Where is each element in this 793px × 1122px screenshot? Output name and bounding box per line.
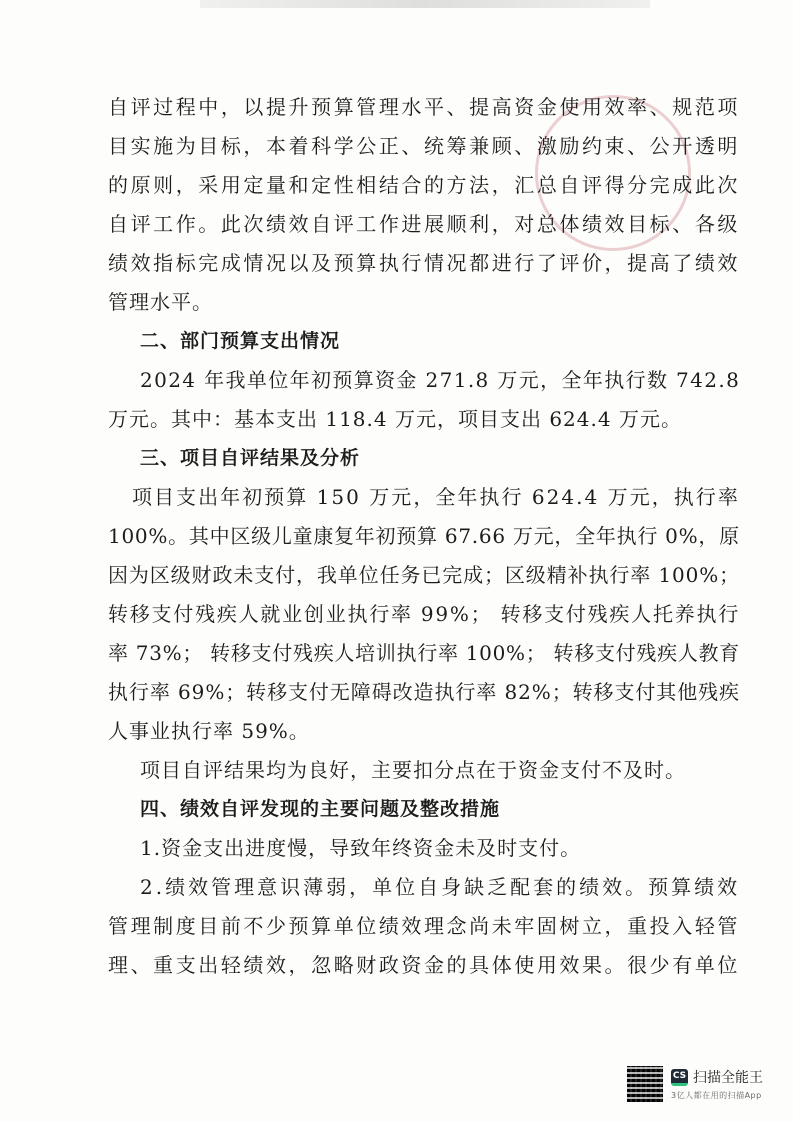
paragraph-line: 100%。其中区级儿童康复年初预算 67.66 万元，全年执行 0%，原 xyxy=(108,524,740,548)
paragraph-line: 2024 年我单位年初预算资金 271.8 万元，全年执行数 742.8 xyxy=(140,368,741,392)
section-heading-2: 二、部门预算支出情况 xyxy=(140,330,341,352)
paragraph-line: 管理制度目前不少预算单位绩效理念尚未牢固树立，重投入轻管 xyxy=(108,914,740,938)
paragraph-line: 项目自评结果均为良好，主要扣分点在于资金支付不及时。 xyxy=(140,758,686,782)
qr-code-icon xyxy=(627,1066,663,1102)
paragraph-line: 自评工作。此次绩效自评工作进展顺利，对总体绩效目标、各级 xyxy=(108,212,740,236)
paragraph-line: 管理水平。 xyxy=(108,290,213,314)
camscanner-logo-icon: CS xyxy=(671,1069,688,1086)
list-item: 2.绩效管理意识薄弱，单位自身缺乏配套的绩效。预算绩效 xyxy=(140,875,741,899)
paragraph-line: 人事业执行率 59%。 xyxy=(108,719,310,743)
paragraph-line: 目实施为目标，本着科学公正、统筹兼顾、激励约束、公开透明 xyxy=(108,134,740,158)
paragraph-line: 自评过程中，以提升预算管理水平、提高资金使用效率、规范项 xyxy=(108,95,740,119)
scan-edge-mark xyxy=(200,0,650,8)
paragraph-line: 理、重支出轻绩效，忽略财政资金的具体使用效果。很少有单位 xyxy=(108,953,740,977)
paragraph-line: 的原则，采用定量和定性相结合的方法，汇总自评得分完成此次 xyxy=(108,173,740,197)
paragraph-line: 执行率 69%；转移支付无障碍改造执行率 82%；转移支付其他残疾 xyxy=(108,680,740,704)
paragraph-line: 率 73%； 转移支付残疾人培训执行率 100%； 转移支付残疾人教育 xyxy=(108,641,740,665)
app-name: 扫描全能王 xyxy=(693,1070,763,1086)
paragraph-line: 万元。其中：基本支出 118.4 万元，项目支出 624.4 万元。 xyxy=(108,407,682,431)
section-heading-4: 四、绩效自评发现的主要问题及整改措施 xyxy=(140,798,501,820)
paragraph-line: 因为区级财政未支付，我单位任务已完成；区级精补执行率 100%； xyxy=(108,563,741,587)
list-item: 1.资金支出进度慢，导致年终资金未及时支付。 xyxy=(140,836,582,860)
camscanner-watermark xyxy=(627,1066,763,1102)
app-tagline: 3亿人都在用的扫描App xyxy=(671,1091,762,1100)
paragraph-line: 转移支付残疾人就业创业执行率 99%； 转移支付残疾人托养执行 xyxy=(108,602,741,626)
section-heading-3: 三、项目自评结果及分析 xyxy=(140,447,361,469)
paragraph-line: 绩效指标完成情况以及预算执行情况都进行了评价，提高了绩效 xyxy=(108,251,740,275)
paragraph-line: 项目支出年初预算 150 万元，全年执行 624.4 万元，执行率 xyxy=(132,485,740,509)
